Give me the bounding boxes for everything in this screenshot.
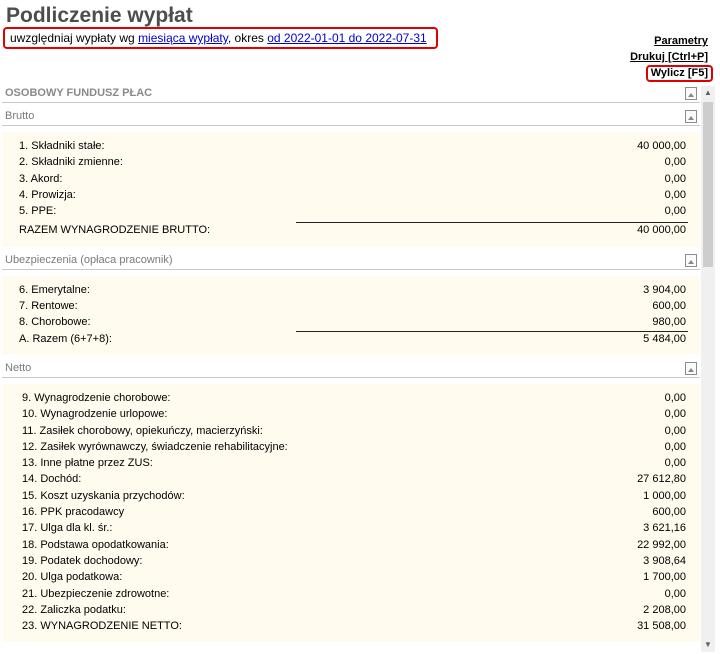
table-row <box>2 569 700 585</box>
table-row <box>2 138 700 154</box>
row-value: 600,00 <box>652 506 686 519</box>
table-row <box>2 520 700 536</box>
row-value: 3 908,64 <box>643 554 686 567</box>
row-value: 40 000,00 <box>637 140 686 152</box>
row-value: 40 000,00 <box>637 224 686 237</box>
table-row <box>2 602 700 618</box>
section-title: Netto <box>5 361 32 374</box>
table-row <box>2 298 700 314</box>
row-label: 1. Składniki stałe: <box>19 140 105 152</box>
table-row <box>2 423 700 439</box>
section-header-ubezpieczenia <box>2 253 700 270</box>
row-value: 600,00 <box>652 300 686 313</box>
row-value: 0,00 <box>664 172 686 185</box>
table-row <box>2 314 700 330</box>
table-row <box>2 504 700 520</box>
row-value: 27 612,80 <box>637 473 686 486</box>
row-value: 0,00 <box>664 440 686 453</box>
row-value: 5 484,00 <box>643 332 686 345</box>
row-label: 20. Ulga podatkowa: <box>22 571 123 584</box>
row-label: RAZEM WYNAGRODZENIE BRUTTO: <box>19 224 211 237</box>
table-row <box>2 439 700 455</box>
section-title: Brutto <box>5 110 35 122</box>
table-row <box>2 618 700 634</box>
row-label: 3. Akord: <box>19 172 63 185</box>
table-row <box>2 406 700 422</box>
print-link[interactable]: Drukuj [Ctrl+P] <box>630 51 708 63</box>
export-icon[interactable] <box>685 110 697 123</box>
table-row <box>2 390 700 406</box>
row-value: 0,00 <box>664 205 686 218</box>
table-row <box>2 586 700 602</box>
export-icon[interactable] <box>685 254 697 267</box>
row-label: 4. Prowizja: <box>19 188 76 201</box>
table-row <box>2 282 700 298</box>
export-icon[interactable] <box>685 87 697 100</box>
row-label: 8. Chorobowe: <box>19 316 91 329</box>
row-value: 3 904,00 <box>643 283 686 296</box>
row-value: 1 000,00 <box>643 489 686 502</box>
row-value: 0,00 <box>664 457 686 470</box>
scroll-down-icon[interactable]: ▼ <box>704 640 712 649</box>
row-label: 6. Emerytalne: <box>19 283 90 296</box>
table-row <box>2 222 700 238</box>
row-value: 980,00 <box>652 316 686 329</box>
row-label: 10. Wynagrodzenie urlopowe: <box>22 408 168 421</box>
table-row <box>2 488 700 504</box>
table-row <box>2 471 700 487</box>
row-label: 23. WYNAGRODZENIE NETTO: <box>22 620 182 633</box>
parametry-link[interactable]: Parametry <box>654 35 708 47</box>
row-label: 11. Zasiłek chorobowy, opiekuńczy, macierzyński: <box>22 424 263 437</box>
row-label: A. Razem (6+7+8): <box>19 332 112 345</box>
table-row <box>2 537 700 553</box>
scroll-thumb[interactable] <box>703 102 713 267</box>
calculate-link[interactable]: Wylicz [F5] <box>646 65 713 82</box>
table-row <box>2 187 700 203</box>
section-header-netto <box>2 361 700 378</box>
table-row <box>2 171 700 187</box>
row-label: 21. Ubezpieczenie zdrowotne: <box>22 587 170 600</box>
section-title: Ubezpieczenia (opłaca pracownik) <box>5 253 173 266</box>
row-label: 5. PPE: <box>19 205 57 218</box>
row-value: 3 621,16 <box>643 522 686 535</box>
vertical-scrollbar[interactable] <box>701 86 715 652</box>
divider <box>296 331 688 332</box>
row-value: 31 508,00 <box>637 620 686 633</box>
table-row <box>2 203 700 219</box>
row-label: 14. Dochód: <box>22 473 82 486</box>
row-value: 0,00 <box>664 188 686 201</box>
filter-prefix-text: uwzględniaj wypłaty wg <box>10 31 139 45</box>
page-title: Podliczenie wypłat <box>6 4 193 27</box>
filter-mid-text: , okres <box>227 31 268 45</box>
table-row <box>2 154 700 170</box>
row-value: 22 992,00 <box>637 538 686 551</box>
netto-panel <box>2 384 700 642</box>
row-label: 22. Zaliczka podatku: <box>22 603 126 616</box>
row-value: 0,00 <box>664 391 686 404</box>
row-value: 0,00 <box>664 587 686 600</box>
row-value: 0,00 <box>664 156 686 169</box>
actions-panel <box>630 33 708 81</box>
table-row <box>2 553 700 569</box>
table-row <box>2 331 700 347</box>
ubezpieczenia-panel <box>2 276 700 355</box>
report-scroll-area[interactable] <box>2 86 700 652</box>
period-link[interactable]: od 2022-01-01 do 2022-07-31 <box>267 31 427 45</box>
row-label: 13. Inne płatne przez ZUS: <box>22 457 153 470</box>
row-value: 0,00 <box>664 408 686 421</box>
row-label: 18. Podstawa opodatkowania: <box>22 538 169 551</box>
section-header-osobowy <box>2 86 700 103</box>
scroll-up-icon[interactable]: ▲ <box>704 88 712 97</box>
divider <box>296 222 688 223</box>
row-label: 7. Rentowe: <box>19 300 78 313</box>
export-icon[interactable] <box>685 362 697 375</box>
row-value: 0,00 <box>664 424 686 437</box>
row-label: 17. Ulga dla kl. śr.: <box>22 522 113 535</box>
row-label: 19. Podatek dochodowy: <box>22 554 143 567</box>
row-label: 16. PPK pracodawcy <box>22 506 125 519</box>
brutto-panel <box>2 132 700 247</box>
row-value: 2 208,00 <box>643 603 686 616</box>
row-label: 9. Wynagrodzenie chorobowe: <box>22 391 171 404</box>
row-label: 12. Zasiłek wyrównawczy, świadczenie rehabilitacyjne: <box>22 440 288 453</box>
row-label: 2. Składniki zmienne: <box>19 156 123 169</box>
row-value: 1 700,00 <box>643 571 686 584</box>
section-title: OSOBOWY FUNDUSZ PŁAC <box>5 87 153 99</box>
table-row <box>2 455 700 471</box>
row-label: 15. Koszt uzyskania przychodów: <box>22 489 185 502</box>
basis-link[interactable]: miesiąca wypłaty <box>138 31 228 45</box>
payout-filter <box>3 27 438 49</box>
section-header-brutto <box>2 109 700 126</box>
